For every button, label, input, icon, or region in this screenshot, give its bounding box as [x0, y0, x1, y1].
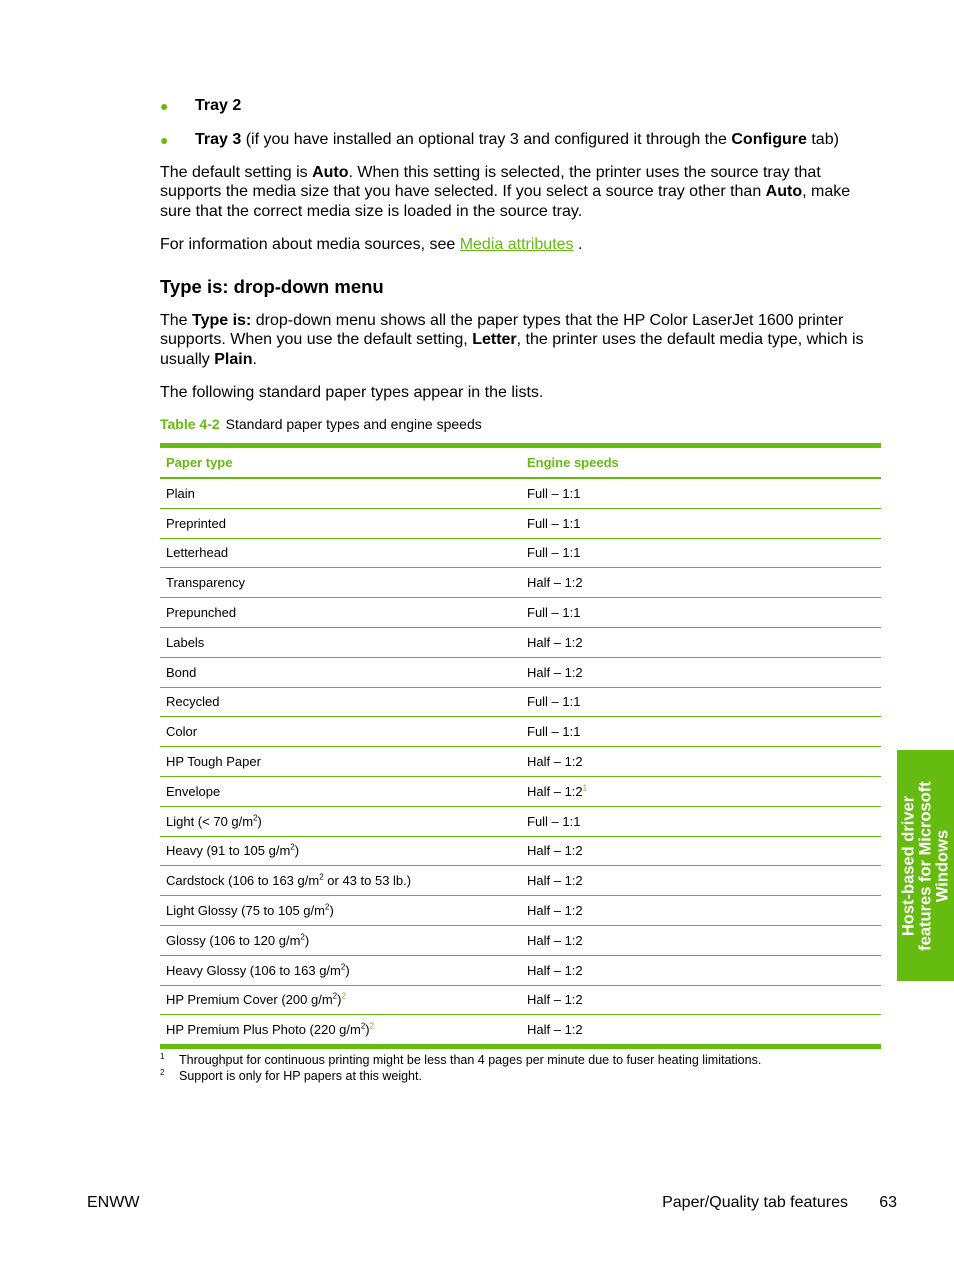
engine-speed-text: Half – 1:2: [527, 575, 583, 591]
page-number: 63: [879, 1194, 897, 1211]
engine-speed-text: Full – 1:1: [527, 813, 581, 829]
paragraph-text: The default setting is: [160, 164, 313, 181]
table-row: [160, 627, 881, 657]
paragraph-text: . When this setting is selected, the printer uses the source tray that supports the media size that you have selected. If you select a source tray other than: [160, 164, 821, 201]
engine-speed-text: Full – 1:1: [527, 485, 581, 501]
engine-speed-text: Half – 1:2: [527, 754, 583, 770]
paper-type-text: Glossy (106 to 120 g/m: [166, 932, 301, 948]
table-row: [160, 598, 881, 628]
engine-speed-cell: [521, 955, 881, 985]
paper-type-cell: [160, 508, 521, 538]
paper-type-text: HP Premium Plus Photo (220 g/m: [166, 1022, 361, 1038]
table-row: [160, 866, 881, 896]
paper-type-text: Recycled: [166, 694, 220, 710]
table-row: [160, 657, 881, 687]
paper-type-text: Heavy (91 to 105 g/m: [166, 843, 291, 859]
footnote-text: Support is only for HP papers at this weight.: [179, 1069, 422, 1083]
side-tab-label: [900, 750, 951, 981]
paper-type-cell: [160, 568, 521, 598]
media-sources-paragraph: [160, 235, 885, 254]
engine-speed-text: Half – 1:2: [527, 962, 583, 978]
chapter-side-tab: [897, 750, 954, 981]
engine-speed-cell: [521, 478, 881, 508]
engine-speed-cell: [521, 598, 881, 628]
engine-speed-cell: [521, 866, 881, 896]
paper-type-text: Heavy Glossy (106 to 163 g/m: [166, 962, 341, 978]
paper-type-cell: [160, 598, 521, 628]
engine-speed-text: Half – 1:2: [527, 783, 583, 799]
engine-speed-cell: [521, 627, 881, 657]
bullet-icon: ●: [160, 132, 169, 148]
paper-types-table: [160, 443, 881, 1049]
paper-type-text: Light (< 70 g/m: [166, 813, 254, 829]
table-row: [160, 776, 881, 806]
footer-left: ENWW: [87, 1194, 140, 1211]
superscript: 2: [324, 902, 330, 912]
footnote-reference[interactable]: 2: [369, 1021, 375, 1031]
engine-speed-cell: [521, 657, 881, 687]
engine-speed-cell: [521, 896, 881, 926]
paragraph-bold-text: Letter: [472, 331, 517, 349]
paper-type-text: Transparency: [166, 575, 245, 591]
engine-speed-text: Half – 1:2: [527, 932, 583, 948]
paper-type-cell: [160, 687, 521, 717]
paper-type-text: Light Glossy (75 to 105 g/m: [166, 903, 325, 919]
table-title: Standard paper types and engine speeds: [225, 416, 482, 432]
footnote-mark: 1: [160, 1052, 165, 1061]
paper-type-cell: [160, 776, 521, 806]
header-paper-type: Paper type: [160, 446, 521, 479]
engine-speed-cell: [521, 687, 881, 717]
table-row: [160, 568, 881, 598]
engine-speed-cell: [521, 776, 881, 806]
table-row: [160, 747, 881, 777]
footnote-reference[interactable]: 1: [582, 783, 588, 793]
paper-type-text: ): [365, 1022, 370, 1038]
paragraph-text: .: [252, 350, 257, 368]
paper-type-cell: [160, 657, 521, 687]
engine-speed-cell: [521, 717, 881, 747]
table-row: [160, 1015, 881, 1047]
bullet-icon: ●: [160, 98, 169, 114]
engine-speed-text: Half – 1:2: [527, 992, 583, 1008]
paper-type-text: ): [294, 843, 300, 859]
paper-type-cell: [160, 836, 521, 866]
footer-section: Paper/Quality tab features: [662, 1194, 848, 1211]
engine-speed-cell: [521, 925, 881, 955]
footnote-text: Throughput for continuous printing might be less than 4 pages per minute due to fuser heating limitations.: [179, 1053, 762, 1067]
paper-type-cell: [160, 955, 521, 985]
table-row: [160, 836, 881, 866]
engine-speed-text: Half – 1:2: [527, 634, 583, 650]
table-row: [160, 717, 881, 747]
table-row: [160, 687, 881, 717]
paper-type-cell: [160, 866, 521, 896]
engine-speed-cell: [521, 747, 881, 777]
paper-type-text: Labels: [166, 634, 205, 650]
paper-type-cell: [160, 627, 521, 657]
paragraph-text: The: [160, 312, 193, 329]
paper-type-text: ): [345, 962, 350, 978]
paper-type-cell: [160, 538, 521, 568]
table-row: [160, 508, 881, 538]
table-number: Table 4-2: [160, 416, 220, 432]
bullet-text: tab): [806, 131, 839, 148]
superscript: 2: [340, 962, 346, 972]
engine-speed-text: Half – 1:2: [527, 664, 583, 680]
footnote-mark: 2: [160, 1068, 165, 1077]
engine-speed-text: Half – 1:2: [527, 903, 583, 919]
paper-type-text: HP Premium Cover (200 g/m: [166, 992, 333, 1008]
engine-speed-cell: [521, 538, 881, 568]
engine-speed-text: Full – 1:1: [527, 515, 581, 531]
table-row: [160, 538, 881, 568]
paragraph-text: , make sure that the correct media size is loaded in the source tray.: [160, 183, 851, 220]
side-tab-line: Host-based driver: [899, 795, 917, 936]
table-body: [160, 478, 881, 1047]
bullet-text: (if you have installed an optional tray 3 and configured it through the: [241, 131, 732, 148]
type-menu-paragraph: [160, 311, 885, 369]
engine-speed-text: Full – 1:1: [527, 605, 581, 621]
paragraph-bold-text: Plain: [214, 350, 253, 368]
superscript: 2: [332, 992, 338, 1002]
superscript: 2: [290, 843, 295, 853]
superscript: 2: [360, 1021, 366, 1031]
table-row: [160, 955, 881, 985]
engine-speed-cell: [521, 568, 881, 598]
paper-type-text: HP Tough Paper: [166, 754, 261, 770]
table-header-row: [160, 446, 881, 479]
paper-type-text: or 43 to 53 lb.): [323, 873, 412, 889]
paper-type-text: ): [304, 932, 310, 948]
engine-speed-text: Full – 1:1: [527, 724, 581, 740]
section-heading: Type is: drop-down menu: [160, 276, 384, 297]
paper-type-text: Cardstock (106 to 163 g/m: [166, 873, 320, 889]
side-tab-line: features for Microsoft: [916, 780, 934, 951]
paper-type-text: Prepunched: [166, 605, 237, 621]
paper-type-cell: [160, 478, 521, 508]
superscript: 2: [300, 932, 305, 942]
superscript: 2: [319, 872, 324, 882]
engine-speed-cell: [521, 1015, 881, 1047]
paper-type-cell: [160, 717, 521, 747]
bullet-label: Tray 3: [195, 131, 242, 148]
engine-speed-cell: [521, 836, 881, 866]
paper-type-cell: [160, 896, 521, 926]
bullet-bold-text: Configure: [731, 131, 807, 148]
paper-type-cell: [160, 925, 521, 955]
table-row: [160, 985, 881, 1015]
paper-type-text: ): [337, 992, 342, 1008]
paper-type-text: Plain: [166, 485, 195, 501]
superscript: 2: [253, 813, 258, 823]
paper-type-text: Color: [166, 724, 198, 740]
following-types-paragraph: The following standard paper types appear in the lists.: [160, 384, 544, 401]
engine-speed-cell: [521, 985, 881, 1015]
engine-speed-text: Half – 1:2: [527, 843, 583, 859]
paragraph-text: , the printer uses the default media type, which is usually: [160, 331, 864, 368]
media-attributes-link[interactable]: Media attributes: [459, 236, 574, 253]
engine-speed-text: Half – 1:2: [527, 873, 583, 889]
table-row: [160, 925, 881, 955]
engine-speed-text: Full – 1:1: [527, 545, 581, 561]
paper-type-text: Preprinted: [166, 515, 226, 531]
engine-speed-cell: [521, 806, 881, 836]
header-engine-speeds: Engine speeds: [521, 446, 881, 479]
engine-speed-cell: [521, 508, 881, 538]
paper-type-cell: [160, 1015, 521, 1047]
paper-type-text: Bond: [166, 664, 197, 680]
footnote-reference[interactable]: 2: [341, 992, 346, 1002]
table-row: [160, 478, 881, 508]
engine-speed-text: Half – 1:2: [527, 1022, 583, 1038]
paper-type-text: ): [329, 903, 334, 919]
paper-type-text: ): [257, 813, 262, 829]
paragraph-text: .: [573, 236, 583, 253]
paper-type-text: Envelope: [166, 783, 221, 799]
bullet-label: Tray 2: [195, 97, 242, 114]
engine-speed-text: Full – 1:1: [527, 694, 581, 710]
table-caption: [160, 415, 482, 433]
paragraph-bold-text: Auto: [765, 183, 803, 201]
paragraph-text: For information about media sources, see: [160, 236, 460, 253]
paper-type-cell: [160, 806, 521, 836]
paragraph-bold-text: Type is:: [192, 312, 252, 329]
paper-type-cell: [160, 747, 521, 777]
side-tab-line: Windows: [933, 829, 951, 902]
table-row: [160, 896, 881, 926]
paragraph-text: drop-down menu shows all the paper types that the HP Color LaserJet 1600 printer supports. When you use the default setting,: [160, 312, 844, 349]
paper-type-text: Letterhead: [166, 545, 229, 561]
default-setting-paragraph: [160, 163, 885, 221]
table-row: [160, 806, 881, 836]
paper-type-cell: [160, 985, 521, 1015]
paragraph-bold-text: Auto: [312, 164, 349, 181]
